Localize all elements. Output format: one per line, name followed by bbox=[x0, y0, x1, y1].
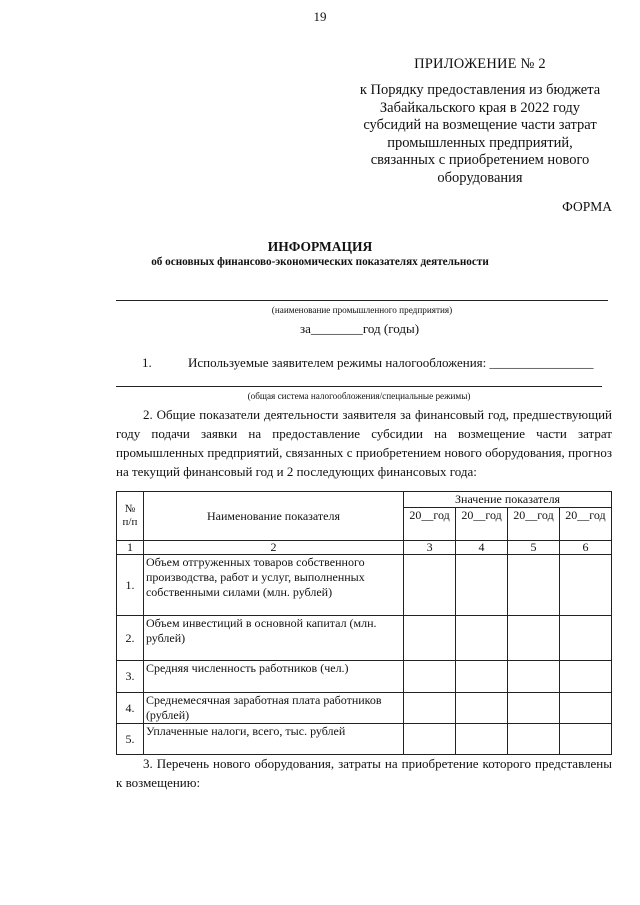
value-cell[interactable] bbox=[559, 693, 611, 724]
value-cell[interactable] bbox=[404, 724, 456, 755]
year-header: 20__год bbox=[559, 508, 611, 541]
enterprise-name-line[interactable] bbox=[116, 300, 608, 301]
appendix-line: Забайкальского края в 2022 году bbox=[379, 99, 581, 116]
form-label: ФОРМА bbox=[562, 199, 612, 214]
col-value-header: Значение показателя bbox=[404, 492, 612, 508]
indicator-name: Средняя численность работников (чел.) bbox=[143, 661, 403, 693]
value-cell[interactable] bbox=[456, 661, 508, 693]
value-cell[interactable] bbox=[404, 661, 456, 693]
column-numbers-row bbox=[117, 541, 612, 555]
value-cell[interactable] bbox=[559, 555, 611, 616]
value-cell[interactable] bbox=[404, 693, 456, 724]
col-num-header: № п/п bbox=[117, 492, 144, 541]
enterprise-name-caption: (наименование промышленного предприятия) bbox=[271, 305, 453, 315]
tax-regime-caption: (общая система налогообложения/специальные режимы) bbox=[247, 391, 471, 401]
appendix-description bbox=[300, 82, 640, 187]
appendix-title: ПРИЛОЖЕНИЕ № 2 bbox=[414, 56, 546, 72]
tax-regime-line[interactable] bbox=[116, 386, 602, 387]
row-number: 5. bbox=[117, 724, 144, 755]
value-cell[interactable] bbox=[456, 724, 508, 755]
col-name-header: Наименование показателя bbox=[143, 492, 403, 541]
item1-number: 1. bbox=[142, 355, 152, 370]
table-row bbox=[117, 616, 612, 661]
column-number: 2 bbox=[143, 541, 403, 555]
value-cell[interactable] bbox=[508, 661, 560, 693]
value-cell[interactable] bbox=[456, 555, 508, 616]
value-cell[interactable] bbox=[508, 555, 560, 616]
year-header: 20__год bbox=[508, 508, 560, 541]
item1-text: Используемые заявителем режимы налогообложения: ________________ bbox=[188, 355, 594, 370]
value-cell[interactable] bbox=[559, 724, 611, 755]
column-number: 4 bbox=[456, 541, 508, 555]
value-cell[interactable] bbox=[559, 616, 611, 661]
year-header: 20__год bbox=[456, 508, 508, 541]
item3-paragraph: 3. Перечень нового оборудования, затраты на приобретение которого представлены к возмещению: bbox=[116, 756, 612, 790]
value-cell[interactable] bbox=[404, 616, 456, 661]
column-number: 5 bbox=[508, 541, 560, 555]
row-number: 3. bbox=[117, 661, 144, 693]
appendix-line: оборудования bbox=[437, 169, 523, 186]
table-row bbox=[117, 693, 612, 724]
indicator-name: Объем отгруженных товаров собственного производства, работ и услуг, выполненных собственными силами (млн. рублей) bbox=[143, 555, 403, 616]
value-cell[interactable] bbox=[404, 555, 456, 616]
column-number: 1 bbox=[117, 541, 144, 555]
row-number: 4. bbox=[117, 693, 144, 724]
row-number: 1. bbox=[117, 555, 144, 616]
year-header: 20__год bbox=[404, 508, 456, 541]
indicator-name: Среднемесячная заработная плата работников (рублей) bbox=[143, 693, 403, 724]
indicator-name: Уплаченные налоги, всего, тыс. рублей bbox=[143, 724, 403, 755]
row-number: 2. bbox=[117, 616, 144, 661]
table-row bbox=[117, 555, 612, 616]
year-line: за________год (годы) bbox=[300, 321, 420, 336]
column-number: 6 bbox=[559, 541, 611, 555]
value-cell[interactable] bbox=[508, 616, 560, 661]
value-cell[interactable] bbox=[508, 724, 560, 755]
appendix-line: промышленных предприятий, bbox=[387, 134, 573, 151]
value-cell[interactable] bbox=[456, 616, 508, 661]
value-cell[interactable] bbox=[508, 693, 560, 724]
table-row bbox=[117, 661, 612, 693]
indicator-name: Объем инвестиций в основной капитал (млн. рублей) bbox=[143, 616, 403, 661]
value-cell[interactable] bbox=[456, 693, 508, 724]
table-row bbox=[117, 724, 612, 755]
appendix-line: связанных с приобретением нового bbox=[370, 152, 590, 168]
page-number: 19 bbox=[313, 9, 327, 24]
document-title: ИНФОРМАЦИЯ bbox=[267, 239, 373, 254]
indicators-table bbox=[116, 491, 612, 755]
value-cell[interactable] bbox=[559, 661, 611, 693]
document-subtitle: об основных финансово-экономических показателях деятельности bbox=[151, 256, 489, 268]
appendix-line: субсидий на возмещение части затрат bbox=[363, 117, 597, 133]
appendix-line: к Порядку предоставления из бюджета bbox=[359, 82, 601, 98]
item2-paragraph: 2. Общие показатели деятельности заявителя за финансовый год, предшествующий году подачи заявки на предоставление субсидии на возмещение части затрат промышленных предприятий, связанных с приобретением нового оборудования, прогноз на текущий финансовый год и 2 последующих финансовых года: bbox=[116, 407, 612, 479]
column-number: 3 bbox=[404, 541, 456, 555]
